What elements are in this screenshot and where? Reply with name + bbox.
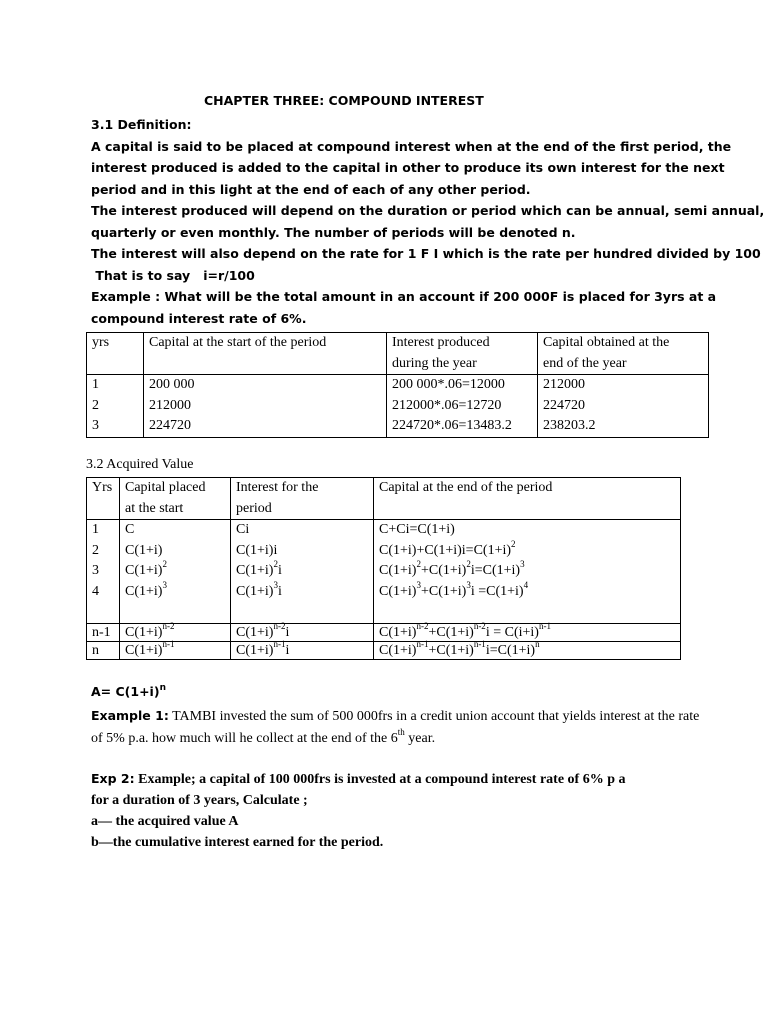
- interest-column: [387, 375, 538, 438]
- cell-interest: Ci: [236, 522, 250, 537]
- example-1-text: year.: [404, 730, 436, 746]
- definition-line: The interest produced will depend on the duration or period which can be annual, semi annual,: [91, 203, 765, 218]
- header-line: Interest for the: [236, 480, 319, 495]
- cell-yr: 2: [92, 542, 99, 558]
- cell-capital: $C(1+i)^{n-2}$: [120, 623, 231, 641]
- header-capital-placed: [120, 478, 231, 520]
- cell-interest: $C(1+i)^2i$: [236, 559, 282, 578]
- header-line: Capital placed: [125, 480, 206, 495]
- example-2-line: Example; a capital of 100 000frs is invested at a compound interest rate of 6% p a: [134, 772, 626, 787]
- header-capital-end: [538, 333, 709, 375]
- definition-line: That is to say i=r/100: [91, 267, 255, 283]
- definition-line: quarterly or even monthly. The number of periods will be denoted n.: [91, 224, 576, 240]
- cell-capital-end: 238203.2: [543, 418, 596, 433]
- header-capital-end-line: Capital obtained at the: [543, 335, 670, 350]
- header-yrs: yrs: [87, 333, 144, 375]
- header-capital-end: Capital at the end of the period: [374, 478, 681, 520]
- cell-capital-end: $C(1+i)^{n-2}+C(1+i)^{n-2}i = C(i+i)^{n-1}$: [374, 623, 681, 641]
- header-interest-line: during the year: [392, 355, 477, 371]
- yrs-column: [87, 375, 144, 438]
- cell-capital-end: $C(1+i)^{n-1}+C(1+i)^{n-1}i=C(1+i)^n$: [374, 641, 681, 659]
- cell-yr: 3: [92, 418, 99, 433]
- interest-column: [231, 520, 374, 624]
- formula-base: A= C(1+i): [91, 684, 160, 699]
- cell-capital-start: 200 000: [149, 377, 195, 392]
- cell-interest: C(1+i)i: [236, 542, 278, 558]
- cell-capital-end: $C(1+i)^3+C(1+i)^3i =C(1+i)^4$: [379, 579, 529, 599]
- cell-capital-end: $C(1+i)+C(1+i)i=C(1+i)^2$: [379, 538, 516, 558]
- table-body-row: [87, 520, 681, 624]
- header-line: period: [236, 500, 272, 516]
- section-heading-acquired-value: 3.2 Acquired Value: [86, 457, 194, 472]
- table-header-row: [87, 333, 709, 375]
- definition-line: period and in this light at the end of each of any other period.: [91, 181, 531, 197]
- example-1-superscript: th: [397, 726, 405, 737]
- example-1-label: Example 1:: [91, 708, 169, 723]
- example-1: [91, 705, 751, 749]
- cell-capital-end: $C(1+i)^2+C(1+i)^2i=C(1+i)^3$: [379, 559, 525, 578]
- example-2-line: b—the cumulative interest earned for the period.: [91, 835, 384, 850]
- cell-capital: C(1+i): [125, 542, 163, 558]
- cell-capital-start: 212000: [149, 397, 191, 413]
- example-1-text: of 5% p.a. how much will he collect at the end of the 6: [91, 730, 398, 746]
- header-line: at the start: [125, 500, 184, 516]
- cell-capital: $C(1+i)^2$: [125, 559, 167, 578]
- cell-capital-start: 224720: [149, 418, 191, 433]
- acquired-value-formula: [91, 684, 166, 699]
- definition-line: A capital is said to be placed at compound interest when at the end of the first period, the: [91, 138, 732, 154]
- formula-exponent: n: [159, 682, 166, 693]
- cell-yr: n-1: [87, 623, 120, 641]
- cell-interest: 224720*.06=13483.2: [392, 418, 512, 433]
- cell-interest: 200 000*.06=12000: [392, 377, 505, 392]
- example-2-line: for a duration of 3 years, Calculate ;: [91, 793, 308, 808]
- cell-yr: 1: [92, 377, 99, 392]
- header-interest-line: Interest produced: [392, 335, 490, 350]
- cell-yr: 1: [92, 522, 99, 537]
- acquired-value-table: [86, 477, 681, 660]
- header-capital-end-line: end of the year: [543, 355, 627, 371]
- capital-placed-column: [120, 520, 231, 624]
- definition-line: interest produced is added to the capital in other to produce its own interest for the next: [91, 160, 725, 175]
- definition-line: compound interest rate of 6%.: [91, 310, 307, 326]
- example-2-label: Exp 2:: [91, 771, 135, 786]
- cell-yr: 3: [92, 563, 99, 578]
- cell-interest: $C(1+i)^{n-1}i$: [231, 641, 374, 659]
- cell-yr: n: [87, 641, 120, 659]
- cell-capital: $C(1+i)^{n-1}$: [120, 641, 231, 659]
- capital-start-column: [144, 375, 387, 438]
- header-capital-start: Capital at the start of the period: [144, 333, 387, 375]
- yrs-column: [87, 520, 120, 624]
- chapter-title: CHAPTER THREE: COMPOUND INTEREST: [204, 93, 484, 108]
- table-row-n: [87, 641, 681, 659]
- capital-end-column: [374, 520, 681, 624]
- compound-example-table: [86, 332, 709, 438]
- cell-capital-end: 212000: [543, 377, 585, 392]
- cell-capital: $C(1+i)^3$: [125, 579, 167, 599]
- cell-interest: $C(1+i)^{n-2}i$: [231, 623, 374, 641]
- cell-capital: C: [125, 522, 135, 537]
- definition-line: The interest will also depend on the rate for 1 F I which is the rate per hundred divided by 100: [91, 246, 761, 261]
- cell-interest: 212000*.06=12720: [392, 397, 502, 413]
- table-header-row: [87, 478, 681, 520]
- cell-capital-end: 224720: [543, 397, 585, 413]
- example-2-line: a— the acquired value A: [91, 814, 239, 829]
- definition-heading: 3.1 Definition:: [91, 117, 192, 132]
- table-row-n-minus-1: [87, 623, 681, 641]
- cell-yr: 2: [92, 397, 99, 413]
- cell-yr: 4: [92, 583, 99, 599]
- header-interest-period: [231, 478, 374, 520]
- table-body-row: [87, 375, 709, 438]
- capital-end-column: [538, 375, 709, 438]
- header-interest: [387, 333, 538, 375]
- cell-interest: $C(1+i)^3i$: [236, 579, 282, 599]
- header-yrs: Yrs: [87, 478, 120, 520]
- definition-line: Example : What will be the total amount in an account if 200 000F is placed for 3yrs at a: [91, 289, 717, 304]
- example-1-text: TAMBI invested the sum of 500 000frs in a credit union account that yields interest at the rate: [168, 709, 700, 724]
- definition-section: [91, 114, 765, 329]
- cell-capital-end: C+Ci=C(1+i): [379, 522, 455, 537]
- example-2: [91, 768, 731, 853]
